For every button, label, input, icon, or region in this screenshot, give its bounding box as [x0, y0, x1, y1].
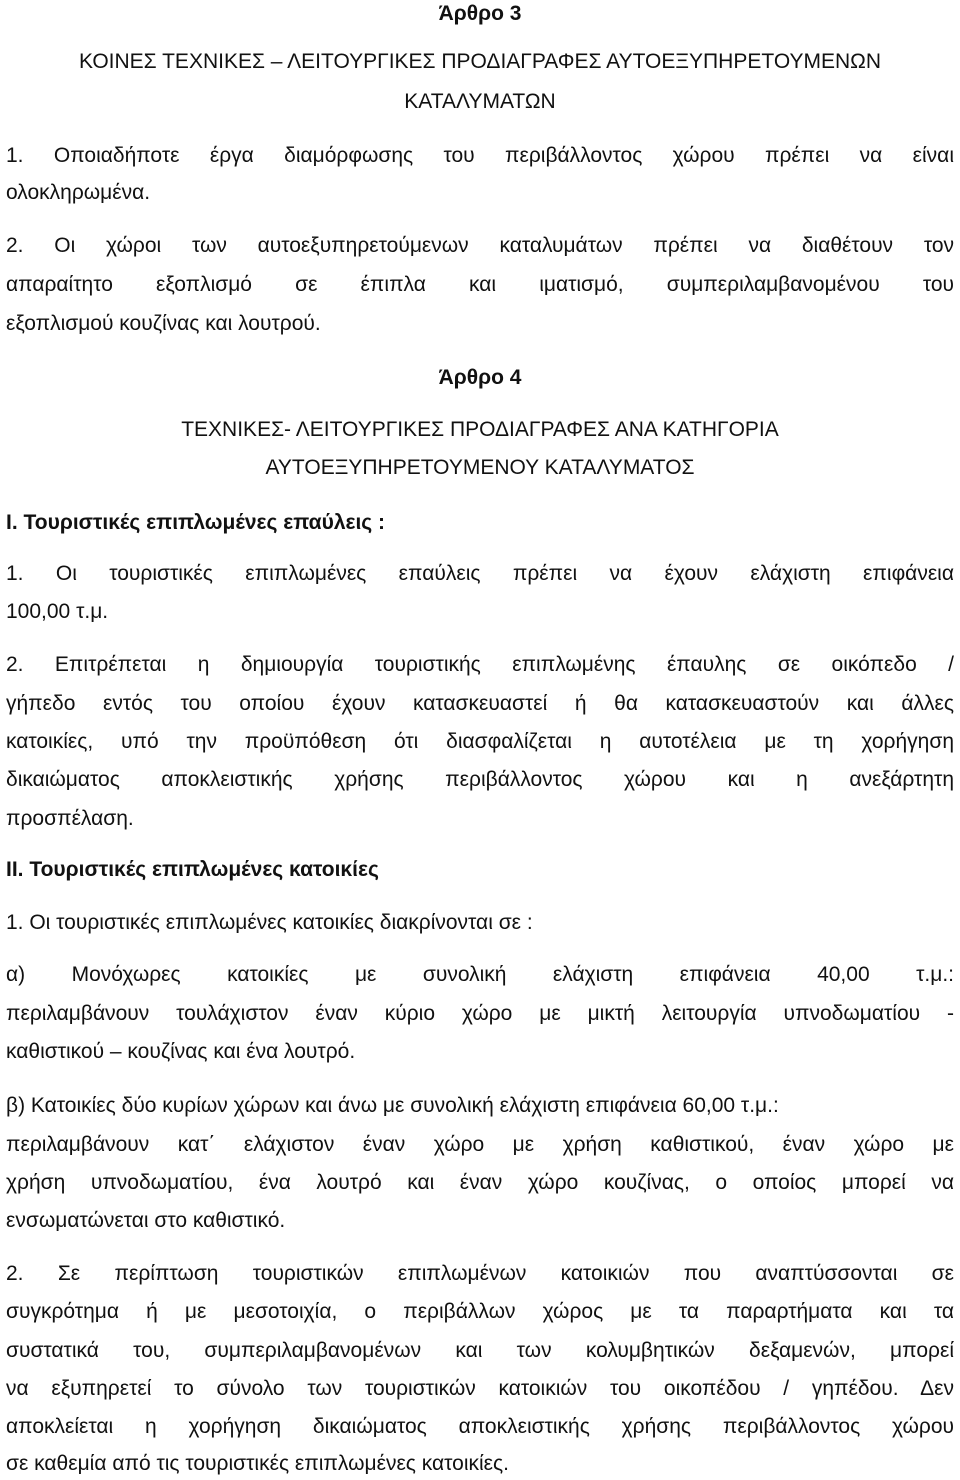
section1-item2-line4: δικαιώματος αποκλειστικής χρήσης περιβάλλοντος χώρου και η ανεξάρτητη [6, 768, 954, 791]
section2-b-line4: ενσωματώνεται στο καθιστικό. [6, 1209, 286, 1232]
article3-heading-line2: ΚΑΤΑΛΥΜΑΤΩΝ [404, 90, 556, 113]
section1-item2-line5: προσπέλαση. [6, 807, 134, 830]
section1-item2-line2: γήπεδο εντός του οποίου έχουν κατασκευαστεί ή θα κατασκευαστούν και άλλες [6, 692, 954, 715]
section2-b-line3: χρήση υπνοδωματίου, ένα λουτρό και έναν χώρο κουζίνας, ο οποίος μπορεί να [6, 1171, 954, 1194]
section2-item2-line6: σε καθεμία από τις τουριστικές επιπλωμένες κατοικίες. [6, 1452, 509, 1475]
article3-item1-line1: 1. Οποιαδήποτε έργα διαμόρφωσης του περιβάλλοντος χώρου πρέπει να είναι [6, 144, 954, 167]
section2-b-line2: περιλαμβάνουν κατ΄ ελάχιστον έναν χώρο με χρήση καθιστικού, έναν χώρο με [6, 1133, 954, 1156]
section1-item2-line1: 2. Επιτρέπεται η δημιουργία τουριστικής επιπλωμένης έπαυλης σε οικόπεδο / [6, 653, 954, 676]
article3-heading-line1: ΚΟΙΝΕΣ ΤΕΧΝΙΚΕΣ – ΛΕΙΤΟΥΡΓΙΚΕΣ ΠΡΟΔΙΑΓΡΑΦΕΣ ΑΥΤΟΕΞΥΠΗΡΕΤΟΥΜΕΝΩΝ [78, 50, 882, 73]
section1-item2-line3: κατοικίες, υπό την προϋπόθεση ότι διασφαλίζεται η αυτοτέλεια με τη χορήγηση [6, 730, 954, 753]
section1-item1-line2: 100,00 τ.μ. [6, 600, 109, 623]
section2-a-line2: περιλαμβάνουν τουλάχιστον έναν κύριο χώρο με μικτή λειτουργία υπνοδωματίου - [6, 1002, 954, 1025]
section2-item2-line5: αποκλείεται η χορήγηση δικαιώματος αποκλειστικής χρήσης περιβάλλοντος χώρου [6, 1415, 954, 1438]
article3-item2-line1: 2. Οι χώροι των αυτοεξυπηρετούμενων καταλυμάτων πρέπει να διαθέτουν τον [6, 234, 954, 257]
article3-item2-line2: απαραίτητο εξοπλισμό σε έπιπλα και ιματισμό, συμπεριλαμβανομένου του [6, 273, 954, 296]
section2-item1-line1: 1. Οι τουριστικές επιπλωμένες κατοικίες διακρίνονται σε : [6, 911, 533, 934]
article3-item1-line2: ολοκληρωμένα. [6, 181, 151, 204]
section1-title: Ι. Τουριστικές επιπλωμένες επαύλεις : [6, 511, 386, 534]
section2-item2-line2: συγκρότημα ή με μεσοτοιχία, ο περιβάλλων χώρος με τα παραρτήματα και τα [6, 1300, 954, 1323]
section2-a-line3: καθιστικού – κουζίνας και ένα λουτρό. [6, 1040, 356, 1063]
section2-item2-line1: 2. Σε περίπτωση τουριστικών επιπλωμένων κατοικιών που αναπτύσσονται σε [6, 1262, 954, 1285]
article4-heading-line1: ΤΕΧΝΙΚΕΣ- ΛΕΙΤΟΥΡΓΙΚΕΣ ΠΡΟΔΙΑΓΡΑΦΕΣ ΑΝΑ ΚΑΤΗΓΟΡΙΑ [181, 418, 779, 441]
section2-title: ΙΙ. Τουριστικές επιπλωμένες κατοικίες [6, 858, 379, 881]
article4-title: Άρθρο 4 [438, 366, 522, 389]
section2-item2-line3: συστατικά του, συμπεριλαμβανομένων και των κολυμβητικών δεξαμενών, μπορεί [6, 1339, 954, 1362]
section2-a-line1: α) Μονόχωρες κατοικίες με συνολική ελάχιστη επιφάνεια 40,00 τ.μ.: [6, 963, 954, 986]
section2-item2-line4: να εξυπηρετεί το σύνολο των τουριστικών κατοικιών του οικοπέδου / γηπέδου. Δεν [6, 1377, 954, 1400]
section1-item1-line1: 1. Οι τουριστικές επιπλωμένες επαύλεις πρέπει να έχουν ελάχιστη επιφάνεια [6, 562, 954, 585]
article3-title: Άρθρο 3 [438, 2, 522, 25]
section2-b-line1: β) Κατοικίες δύο κυρίων χώρων και άνω με συνολική ελάχιστη επιφάνεια 60,00 τ.μ.: [6, 1094, 779, 1117]
article3-item2-line3: εξοπλισμού κουζίνας και λουτρού. [6, 312, 321, 335]
article4-heading-line2: ΑΥΤΟΕΞΥΠΗΡΕΤΟΥΜΕΝΟΥ ΚΑΤΑΛΥΜΑΤΟΣ [265, 456, 695, 479]
